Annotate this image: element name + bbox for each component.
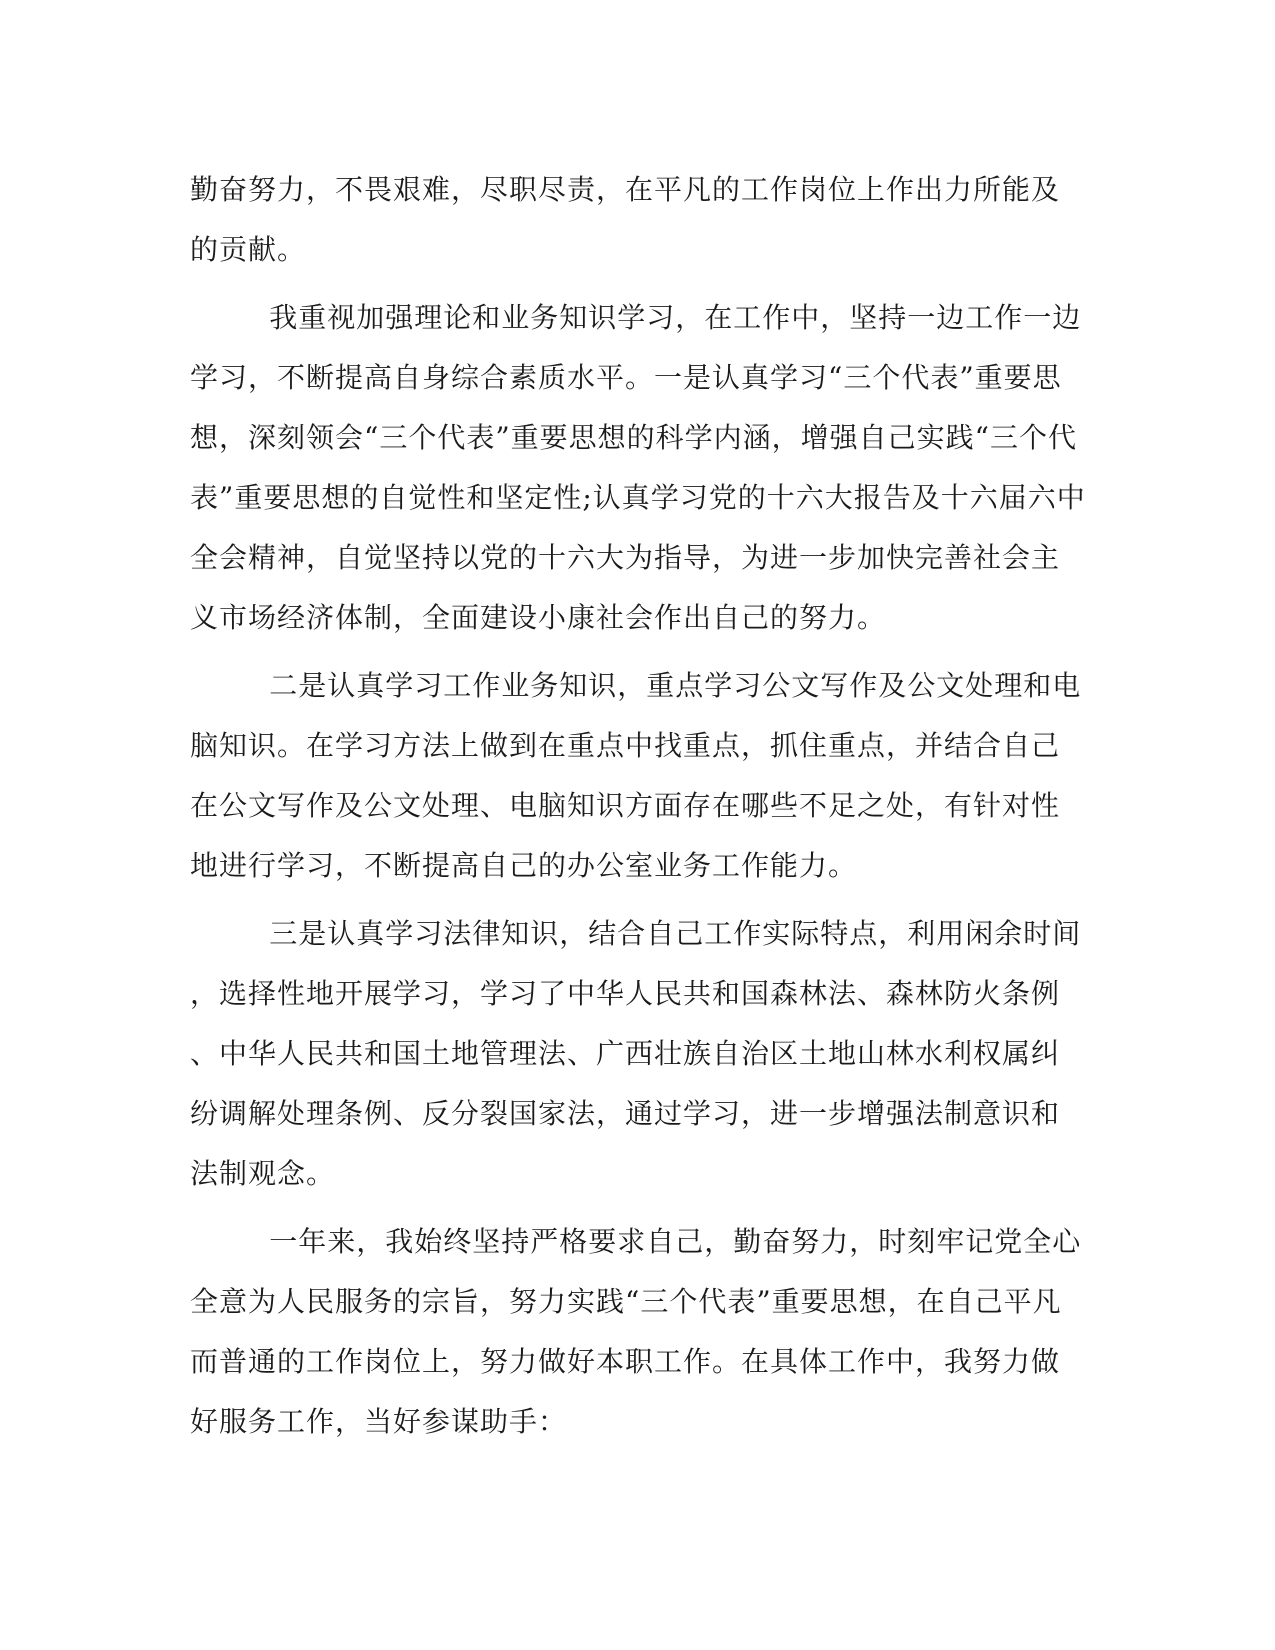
- text-line: 三是认真学习法律知识，结合自己工作实际特点，利用闲余时间: [190, 917, 1082, 950]
- text-line: 而普通的工作岗位上，努力做好本职工作。在具体工作中，我努力做: [190, 1345, 1061, 1378]
- text-line: ，选择性地开展学习，学习了中华人民共和国森林法、森林防火条例: [190, 977, 1061, 1010]
- document-body: [190, 160, 1090, 1452]
- paragraph: [190, 656, 1090, 896]
- text-line: 地进行学习，不断提高自己的办公室业务工作能力。: [190, 849, 858, 882]
- text-line: 表”重要思想的自觉性和坚定性;认真学习党的十六大报告及十六届六中: [190, 481, 1086, 514]
- paragraph: [190, 1212, 1090, 1452]
- text-line: 我重视加强理论和业务知识学习，在工作中，坚持一边工作一边: [190, 301, 1082, 334]
- text-line: 二是认真学习工作业务知识，重点学习公文写作及公文处理和电: [190, 669, 1082, 702]
- text-line: 法制观念。: [190, 1157, 336, 1190]
- text-line: 、中华人民共和国土地管理法、广西壮族自治区土地山林水利权属纠: [190, 1037, 1061, 1070]
- text-line: 勤奋努力，不畏艰难，尽职尽责，在平凡的工作岗位上作出力所能及: [190, 173, 1061, 206]
- text-line: 脑知识。在学习方法上做到在重点中找重点，抓住重点，并结合自己: [190, 729, 1061, 762]
- text-line: 在公文写作及公文处理、电脑知识方面存在哪些不足之处，有针对性: [190, 789, 1061, 822]
- text-line: 学习，不断提高自身综合素质水平。一是认真学习“三个代表”重要思: [190, 361, 1062, 394]
- text-line: 想，深刻领会“三个代表”重要思想的科学内涵，增强自己实践“三个代: [190, 421, 1077, 454]
- paragraph: [190, 288, 1090, 648]
- paragraph: [190, 904, 1090, 1204]
- text-line: 全意为人民服务的宗旨，努力实践“三个代表”重要思想，在自己平凡: [190, 1285, 1062, 1318]
- text-line: 的贡献。: [190, 233, 307, 266]
- text-line: 全会精神，自觉坚持以党的十六大为指导，为进一步加快完善社会主: [190, 541, 1061, 574]
- paragraph: [190, 160, 1090, 280]
- text-line: 义市场经济体制，全面建设小康社会作出自己的努力。: [190, 601, 887, 634]
- text-line: 好服务工作，当好参谋助手：: [190, 1405, 568, 1438]
- text-line: 一年来，我始终坚持严格要求自己，勤奋努力，时刻牢记党全心: [190, 1225, 1082, 1258]
- text-line: 纷调解处理条例、反分裂国家法，通过学习，进一步增强法制意识和: [190, 1097, 1061, 1130]
